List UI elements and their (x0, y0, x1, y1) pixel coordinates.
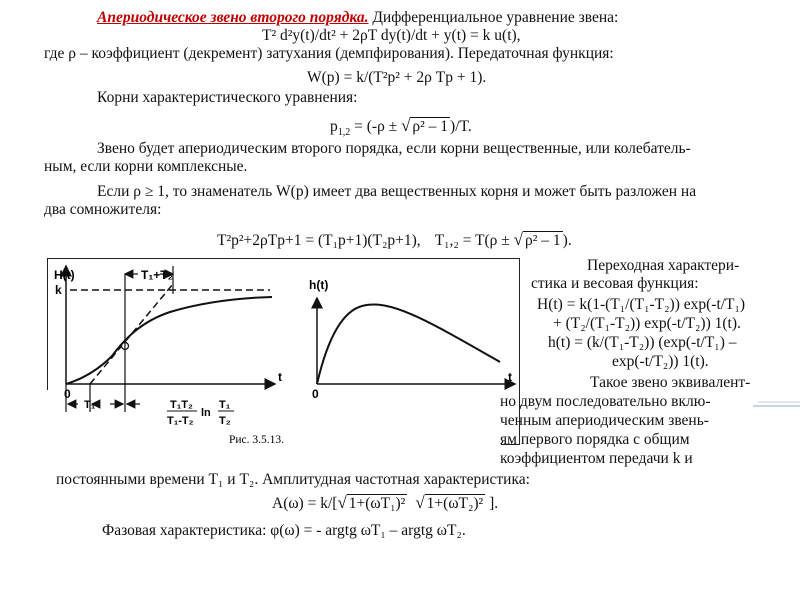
factor-radicand: ρ² – 1 (525, 232, 561, 249)
label-ln-den: T₂ (219, 415, 231, 427)
rho-definition-line: где ρ – коэффициент (декремент) затухания (демпфирования). Передаточная функция: (44, 45, 614, 62)
para3-line1: Если ρ ≥ 1, то знаменатель W(p) имеет два вещественных корня и может быть разложен на (97, 183, 697, 200)
step-response-curve (66, 297, 272, 384)
label-H: H(t) (54, 268, 75, 282)
label-t-left: t (278, 370, 282, 384)
amp-radicand-1: 1+(ωT₁)² (348, 495, 406, 512)
right-line-2: стика и весовая функция: (531, 275, 699, 292)
phase-line: Фазовая характеристика: φ(ω) = - argtg ωT₁ – argtg ωT₂. (102, 522, 466, 539)
label-k: k (55, 283, 62, 297)
equation-amplitude (272, 494, 498, 513)
amp-right: ]. (485, 495, 499, 512)
right-line-10: ям первого порядка с общим (500, 431, 690, 448)
bottom-line-1: постоянными времени T₁ и T₂. Амплитудная частотная характеристика: (56, 471, 530, 488)
amp-radicand-2: 1+(ωT₂)² (426, 495, 484, 512)
label-ln: ln (201, 407, 211, 419)
section-title: Апериодическое звено второго порядка. (97, 9, 369, 26)
impulse-response-curve (317, 304, 500, 384)
label-tsum: T₁+T₂ (141, 268, 173, 282)
right-line-8: но двум последовательно вклю- (500, 393, 711, 410)
sqrt-icon: √ (415, 493, 425, 512)
roots-mid: = (-ρ ± (350, 118, 402, 135)
amp-left: A(ω) = k/[ (272, 495, 338, 512)
roots-label: Корни характеристического уравнения: (97, 89, 358, 106)
right-line-6: exp(-t/T₂)) 1(t). (612, 353, 709, 370)
roots-right: )/T. (450, 118, 472, 135)
label-ln-num: T₁ (219, 399, 231, 411)
para3-line2: два сомножителя: (44, 201, 162, 218)
right-line-9: ченным апериодическим звень- (500, 412, 709, 429)
factor-right: ). (562, 232, 572, 249)
para2-line2: ным, если корни комплексные. (44, 158, 248, 175)
sqrt-icon: √ (513, 230, 524, 249)
factor-left: T²p²+2ρTp+1 = (T₁p+1)(T₂p+1), (217, 232, 421, 249)
roots-radicand: ρ² – 1 (412, 118, 449, 135)
label-t1: T₁ (84, 399, 96, 411)
right-line-5: h(t) = (k/(T₁-T₂)) (exp(-t/T₁) – (548, 334, 737, 351)
label-frac-num: T₁T₂ (170, 399, 193, 411)
right-line-11: коэффициентом передачи k и (500, 450, 693, 467)
label-t-right: t (508, 370, 512, 384)
right-line-3: H(t) = k(1-(T₁/(T₁-T₂)) exp(-t/T₁) (537, 296, 746, 313)
sqrt-icon: √ (401, 116, 411, 135)
label-zero-right: 0 (312, 387, 319, 401)
roots-p: p (330, 118, 338, 135)
label-zero-left: 0 (64, 387, 71, 401)
label-frac-den: T₁-T₂ (167, 415, 194, 427)
label-h: h(t) (309, 278, 329, 292)
para2-line1: Звено будет апериодическим второго порядка, если корни вещественные, или колебатель- (97, 140, 691, 157)
right-line-7: Такое звено эквивалент- (590, 374, 751, 391)
figure-caption: Рис. 3.5.13. (229, 434, 285, 446)
factor-mid: T₁,₂ = T(ρ ± (434, 232, 514, 249)
roots-subscript: 1,2 (337, 127, 351, 139)
right-line-1: Переходная характери- (587, 257, 740, 274)
sqrt-icon: √ (337, 493, 347, 512)
equation-transfer: W(p) = k/(T²p² + 2ρ Tp + 1). (307, 69, 487, 86)
intro-text: Дифференциальное уравнение звена: (368, 9, 619, 26)
right-line-4: + (T₂/(T₁-T₂)) exp(-t/T₂)) 1(t). (553, 315, 741, 332)
equation-differential: T² d²y(t)/dt² + 2ρT dy(t)/dt + y(t) = k u(t), (262, 27, 521, 44)
